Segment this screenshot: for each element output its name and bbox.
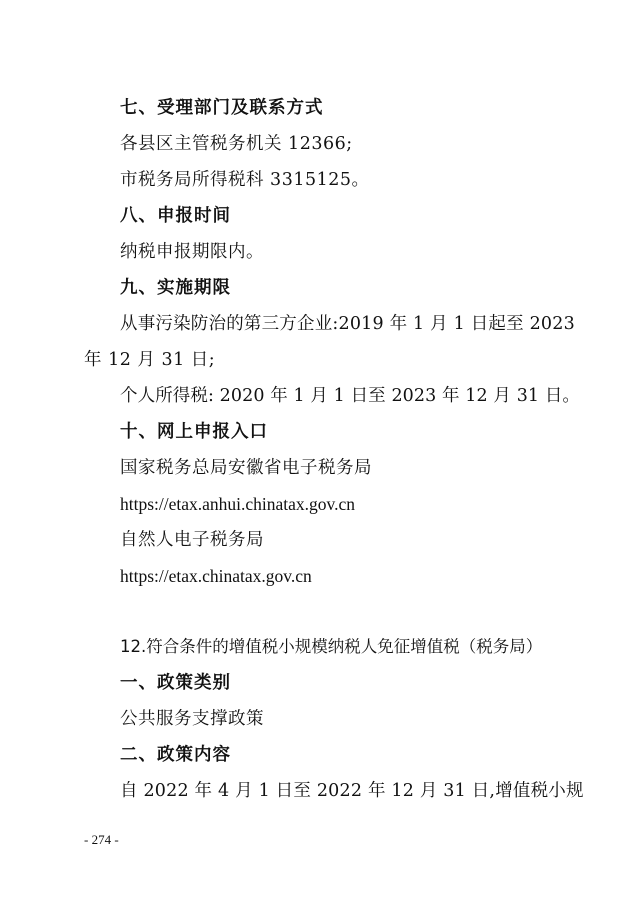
section-heading-content: 二、政策内容 [120, 745, 231, 765]
paragraph-line: 个人所得税: 2020 年 1 月 1 日至 2023 年 12 月 31 日。 [120, 386, 581, 406]
url-line: https://etax.chinatax.gov.cn [120, 566, 312, 586]
paragraph-line: 自 2022 年 4 月 1 日至 2022 年 12 月 31 日,增值税小规 [120, 781, 584, 801]
paragraph-line: 年 12 月 31 日; [84, 350, 216, 370]
paragraph-line: 市税务局所得税科 3315125。 [120, 170, 370, 190]
policy-title: 12.符合条件的增值税小规模纳税人免征增值税（税务局） [120, 637, 543, 656]
section-heading-period: 九、实施期限 [120, 278, 231, 298]
url-line: https://etax.anhui.chinatax.gov.cn [120, 494, 356, 514]
paragraph-line: 国家税务总局安徽省电子税务局 [120, 458, 372, 478]
paragraph-line: 纳税申报期限内。 [120, 242, 264, 262]
paragraph-line: 公共服务支撑政策 [120, 709, 264, 729]
section-heading-category: 一、政策类别 [120, 673, 231, 693]
paragraph-line: 各县区主管税务机关 12366; [120, 134, 353, 154]
page-number: - 274 - [84, 832, 119, 847]
section-heading-contact: 七、受理部门及联系方式 [120, 98, 324, 118]
paragraph-line: 从事污染防治的第三方企业:2019 年 1 月 1 日起至 2023 [120, 314, 575, 334]
section-heading-report-time: 八、申报时间 [120, 206, 231, 226]
paragraph-line: 自然人电子税务局 [120, 530, 264, 550]
section-heading-online-entry: 十、网上申报入口 [120, 422, 268, 442]
